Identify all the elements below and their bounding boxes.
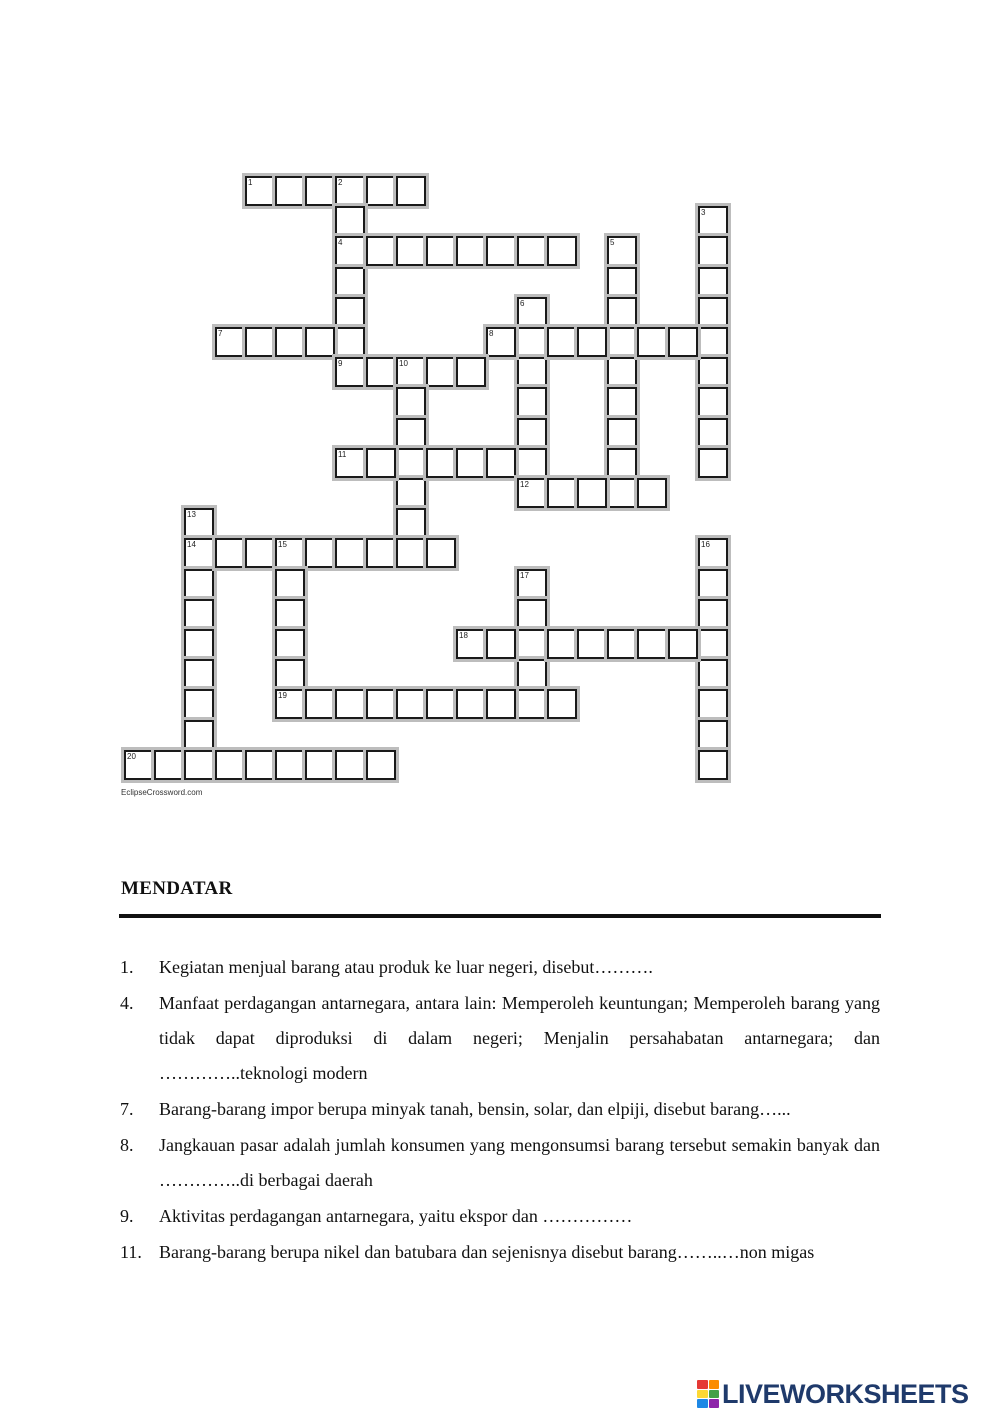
crossword-cell[interactable] [698,267,728,297]
crossword-cell[interactable] [245,538,275,568]
crossword-cell[interactable] [366,689,396,719]
crossword-cell[interactable] [335,689,365,719]
crossword-cell[interactable] [486,629,516,659]
crossword-cell[interactable] [486,448,516,478]
crossword-cell[interactable] [547,689,577,719]
cell-number: 6 [520,299,525,308]
logo-square [697,1380,708,1389]
crossword-cell[interactable] [335,357,365,387]
crossword-cell[interactable] [184,569,214,599]
cell-number: 15 [278,540,287,549]
crossword-cell[interactable] [517,357,547,387]
crossword-cell[interactable] [184,629,214,659]
clue-number: 11. [120,1242,142,1262]
crossword-cell[interactable] [577,327,607,357]
crossword-cell[interactable] [607,387,637,417]
crossword-cell[interactable] [335,538,365,568]
crossword-cell[interactable] [366,448,396,478]
crossword-cell[interactable] [396,236,426,266]
cell-number: 7 [218,329,223,338]
clue-item [120,1199,880,1234]
cell-number: 4 [338,238,343,247]
crossword-cell[interactable] [366,357,396,387]
crossword-cell[interactable] [577,629,607,659]
crossword-cell[interactable] [275,176,305,206]
crossword-cell[interactable] [184,659,214,689]
crossword-cell[interactable] [517,689,547,719]
crossword-cell[interactable] [517,236,547,266]
crossword-cell[interactable] [698,659,728,689]
crossword-credit: EclipseCrossword.com [121,788,203,797]
crossword-cell[interactable] [698,448,728,478]
crossword-cell[interactable] [486,689,516,719]
cell-number: 1 [248,178,253,187]
crossword-cell[interactable] [668,327,698,357]
crossword-cell[interactable] [366,176,396,206]
clue-text: Aktivitas perdagangan antarnegara, yaitu ekspor dan …………… [159,1206,633,1226]
crossword-cell[interactable] [547,236,577,266]
crossword-cell[interactable] [517,599,547,629]
cell-number: 2 [338,178,343,187]
logo-mark-icon [697,1380,719,1408]
crossword-cell[interactable] [698,750,728,780]
crossword-cell[interactable] [305,750,335,780]
crossword-cell[interactable] [698,538,728,568]
crossword-cell[interactable] [396,538,426,568]
cell-number: 9 [338,359,343,368]
clue-number: 7. [120,1099,134,1119]
crossword-cell[interactable] [607,267,637,297]
crossword-cell[interactable] [517,327,547,357]
crossword-cell[interactable] [517,478,547,508]
crossword-cell[interactable] [335,236,365,266]
crossword-cell[interactable] [517,629,547,659]
crossword-cell[interactable] [547,478,577,508]
cell-number: 8 [489,329,494,338]
crossword-cell[interactable] [366,236,396,266]
crossword-cell[interactable] [456,629,486,659]
crossword-cell[interactable] [456,357,486,387]
crossword-cell[interactable] [517,569,547,599]
crossword-cell[interactable] [517,297,547,327]
crossword-cell[interactable] [607,448,637,478]
crossword-cell[interactable] [668,629,698,659]
logo-square [709,1399,720,1408]
clue-text: Barang-barang berupa nikel dan batubara dan sejenisnya disebut barang……..…non migas [159,1242,815,1262]
crossword-cell[interactable] [486,236,516,266]
crossword-cell[interactable] [305,327,335,357]
crossword-cell[interactable] [245,176,275,206]
crossword-cell[interactable] [607,297,637,327]
crossword-cell[interactable] [275,569,305,599]
clue-list-across [120,950,880,1271]
cell-number: 10 [399,359,408,368]
crossword-cell[interactable] [607,327,637,357]
crossword-cell[interactable] [698,236,728,266]
crossword-cell[interactable] [698,569,728,599]
logo-square [697,1399,708,1408]
clue-number: 8. [120,1135,134,1155]
crossword-cell[interactable] [426,236,456,266]
logo-square [697,1390,708,1399]
clue-text: Jangkauan pasar adalah jumlah konsumen yang mengonsumsi barang tersebut semakin banyak dan …………..di berbagai daerah [159,1135,880,1190]
crossword-cell[interactable] [698,418,728,448]
crossword-cell[interactable] [517,387,547,417]
crossword-cell[interactable] [547,327,577,357]
crossword-cell[interactable] [366,538,396,568]
crossword-cell[interactable] [698,629,728,659]
crossword-cell[interactable] [184,750,214,780]
cell-number: 11 [338,450,347,459]
crossword-cell[interactable] [335,448,365,478]
logo-text: LIVEWORKSHEETS [722,1378,969,1409]
crossword-cell[interactable] [547,629,577,659]
crossword-cell[interactable] [275,629,305,659]
crossword-cell[interactable] [517,659,547,689]
cell-number: 19 [278,691,287,700]
clue-text: Manfaat perdagangan antarnegara, antara lain: Memperoleh keuntungan; Memperoleh barang yang tidak dapat diproduksi di dalam negeri; Menjalin persahabatan antarnegara; dan …………..teknologi modern [159,993,880,1083]
crossword-cell[interactable] [396,478,426,508]
crossword-cell[interactable] [698,387,728,417]
crossword-cell[interactable] [275,538,305,568]
cell-number: 3 [701,208,706,217]
crossword-cell[interactable] [637,629,667,659]
clue-number: 1. [120,957,134,977]
crossword-cell[interactable] [154,750,184,780]
crossword-cell[interactable] [517,448,547,478]
clue-number: 9. [120,1206,134,1226]
crossword-cell[interactable] [396,387,426,417]
liveworksheets-logo [697,1377,969,1411]
crossword-cell[interactable] [486,327,516,357]
crossword-cell[interactable] [245,327,275,357]
clue-text: Kegiatan menjual barang atau produk ke luar negeri, disebut………. [159,957,653,977]
crossword-cell[interactable] [335,176,365,206]
crossword-cell[interactable] [426,689,456,719]
crossword-cell[interactable] [335,267,365,297]
crossword-cell[interactable] [456,448,486,478]
crossword-cell[interactable] [456,689,486,719]
crossword-cell[interactable] [637,478,667,508]
logo-square [709,1380,720,1389]
crossword-cell[interactable] [366,750,396,780]
clue-item [120,986,880,1091]
crossword-cell[interactable] [607,236,637,266]
cell-number: 12 [520,480,529,489]
crossword-cell[interactable] [335,750,365,780]
crossword-cell[interactable] [637,327,667,357]
crossword-cell[interactable] [577,478,607,508]
crossword-cell[interactable] [305,689,335,719]
crossword-cell[interactable] [245,750,275,780]
crossword-cell[interactable] [396,689,426,719]
crossword-cell[interactable] [215,538,245,568]
crossword-cell[interactable] [698,689,728,719]
clue-number: 4. [120,993,134,1013]
crossword-cell[interactable] [396,418,426,448]
crossword-cell[interactable] [426,357,456,387]
crossword-cell[interactable] [184,689,214,719]
clue-item [120,1128,880,1198]
crossword-cell[interactable] [305,176,335,206]
cell-number: 14 [187,540,196,549]
crossword-cell[interactable] [124,750,154,780]
crossword-cell[interactable] [335,327,365,357]
crossword-cell[interactable] [607,478,637,508]
cell-number: 13 [187,510,196,519]
crossword-cell[interactable] [426,448,456,478]
crossword-cell[interactable] [426,538,456,568]
crossword-cell[interactable] [698,327,728,357]
crossword-cell[interactable] [215,750,245,780]
logo-square [709,1390,720,1399]
crossword-cell[interactable] [698,599,728,629]
section-divider [119,914,881,918]
crossword-cell[interactable] [517,418,547,448]
crossword-cell[interactable] [275,750,305,780]
crossword-cell[interactable] [335,297,365,327]
crossword-cell[interactable] [184,599,214,629]
clue-text: Barang-barang impor berupa minyak tanah, bensin, solar, dan elpiji, disebut barang…... [159,1099,791,1119]
crossword-cell[interactable] [396,508,426,538]
crossword-cell[interactable] [698,297,728,327]
cell-number: 18 [459,631,468,640]
cell-number: 17 [520,571,529,580]
crossword-cell[interactable] [456,236,486,266]
crossword-cell[interactable] [184,538,214,568]
crossword-cell[interactable] [396,357,426,387]
section-title-mendatar: MENDATAR [121,878,233,899]
crossword-cell[interactable] [335,206,365,236]
crossword-cell[interactable] [607,629,637,659]
crossword-cell[interactable] [698,206,728,236]
crossword-cell[interactable] [275,599,305,629]
cell-number: 5 [610,238,615,247]
cell-number: 20 [127,752,136,761]
crossword-cell[interactable] [698,720,728,750]
crossword-cell[interactable] [184,720,214,750]
clue-item [120,950,880,985]
crossword-cell[interactable] [305,538,335,568]
crossword-cell[interactable] [607,418,637,448]
clue-item [120,1092,880,1127]
crossword-cell[interactable] [607,357,637,387]
crossword-cell[interactable] [396,176,426,206]
crossword-cell[interactable] [396,448,426,478]
crossword-cell[interactable] [184,508,214,538]
crossword-cell[interactable] [698,357,728,387]
cell-number: 16 [701,540,710,549]
crossword-cell[interactable] [215,327,245,357]
crossword-cell[interactable] [275,327,305,357]
clue-item [120,1235,880,1270]
crossword-cell[interactable] [275,659,305,689]
crossword-cell[interactable] [275,689,305,719]
